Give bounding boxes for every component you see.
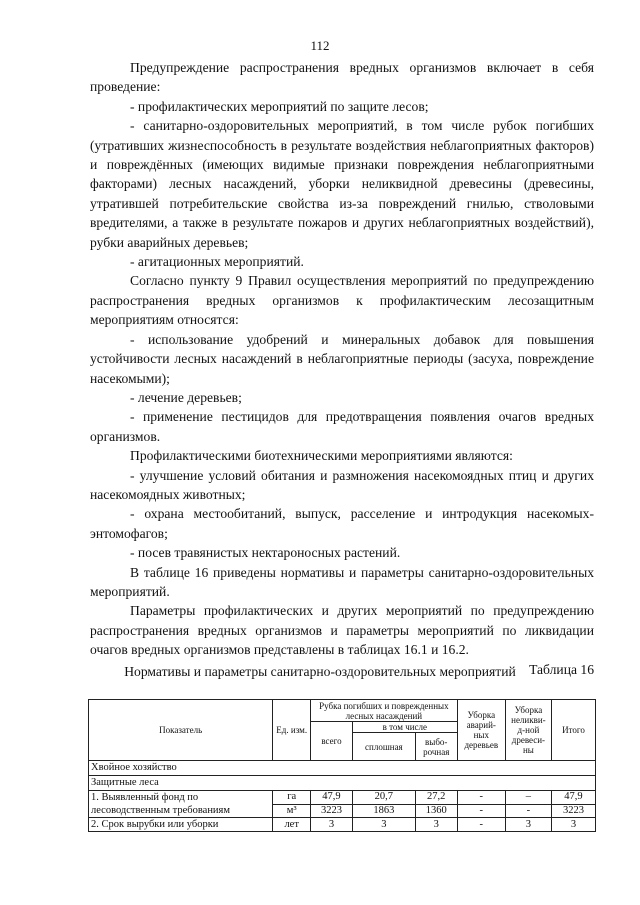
paragraph: Предупреждение распространения вредных организмов включает в себя проведение: xyxy=(90,60,594,95)
header-indicator: Показатель xyxy=(89,700,273,761)
value-cell: 3 xyxy=(352,818,415,832)
value-cell: – xyxy=(505,791,551,805)
header-selective: выбо-рочная xyxy=(415,733,457,761)
table-title: Нормативы и параметры санитарно-оздоровительных мероприятий xyxy=(124,664,516,679)
table-row xyxy=(89,791,596,805)
paragraph: Профилактическими биотехническими мероприятиями являются: xyxy=(130,448,513,464)
unit-cell: м³ xyxy=(273,804,311,818)
value-cell: 3 xyxy=(505,818,551,832)
value-cell: 3 xyxy=(415,818,457,832)
paragraph: - посев травянистых нектароносных растений. xyxy=(130,545,401,561)
value-cell: 3223 xyxy=(311,804,353,818)
paragraph: Параметры профилактических и других мероприятий по предупреждению распространения вредных организмов и параметры мероприятий по ликвидации очагов вредных организмов представлены в таблицах 16.1 и 16.2. xyxy=(90,603,594,658)
unit-cell: га xyxy=(273,791,311,805)
unit-cell: лет xyxy=(273,818,311,832)
norms-table xyxy=(88,699,596,832)
header-emergency: Уборка аварий-ных деревьев xyxy=(457,700,505,761)
section-row xyxy=(89,761,596,776)
section-row xyxy=(89,776,596,791)
paragraph: В таблице 16 приведены нормативы и параметры санитарно-оздоровительных мероприятий. xyxy=(90,564,594,599)
value-cell: 20,7 xyxy=(352,791,415,805)
value-cell: 3 xyxy=(311,818,353,832)
paragraph: - улучшение условий обитания и размножения насекомоядных птиц и других насекомоядных животных; xyxy=(90,467,594,502)
value-cell: 47,9 xyxy=(311,791,353,805)
value-cell: 1863 xyxy=(352,804,415,818)
row-label: 2. Срок вырубки или уборки xyxy=(89,818,273,832)
header-including: в том числе xyxy=(352,722,457,733)
paragraph: - профилактических мероприятий по защите лесов; xyxy=(130,98,429,114)
header-illiquid: Уборка неликви-д-ной древеси-ны xyxy=(505,700,551,761)
value-cell: - xyxy=(457,818,505,832)
paragraph: - охрана местообитаний, выпуск, расселение и интродукция насекомых-энтомофагов; xyxy=(90,506,594,541)
table-label: Таблица 16 xyxy=(529,661,594,677)
header-sum: Итого xyxy=(551,700,595,761)
row-label: 1. Выявленный фонд по лесоводственным требованиям xyxy=(89,791,273,818)
paragraph: - использование удобрений и минеральных добавок для повышения устойчивости лесных насаждений в неблагоприятные периоды (засуха, повреждение насекомыми); xyxy=(90,331,594,386)
value-cell: 47,9 xyxy=(551,791,595,805)
value-cell: - xyxy=(505,804,551,818)
header-unit: Ед. изм. xyxy=(273,700,311,761)
paragraph: - применение пестицидов для предотвращения появления очагов вредных организмов. xyxy=(90,409,594,444)
paragraph: - лечение деревьев; xyxy=(130,389,242,405)
body-text xyxy=(90,58,594,679)
value-cell: - xyxy=(457,791,505,805)
value-cell: 27,2 xyxy=(415,791,457,805)
page-number: 112 xyxy=(310,38,330,53)
header-total: всего xyxy=(311,722,353,761)
header-felling-group: Рубка погибших и поврежденных лесных насаждений xyxy=(311,700,458,722)
section-label: Защитные леса xyxy=(89,776,596,791)
value-cell: 3223 xyxy=(551,804,595,818)
paragraph: - агитационных мероприятий. xyxy=(130,254,304,270)
header-clear: сплошная xyxy=(352,733,415,761)
paragraph: Согласно пункту 9 Правил осуществления мероприятий по предупреждению распространения вредных организмов к профилактическим лесозащитным мероприятиям относятся: xyxy=(90,273,594,328)
section-label: Хвойное хозяйство xyxy=(89,761,596,776)
paragraph: - санитарно-оздоровительных мероприятий, в том числе рубок погибших (утративших жизнеспособность в результате воздействия неблагоприятных факторов) и повреждённых (имеющих видимые признаки повреждения неблагоприятными факторами) лесных насаждений, уборки неликвидной древесины (древесины, утратившей потребительские свойства из-за повреждений гнилью, стволовыми вредителями, а также в результате пожаров и других неблагоприятных воздействий), рубки аварийных деревьев; xyxy=(90,118,594,250)
value-cell: - xyxy=(457,804,505,818)
table-row xyxy=(89,818,596,832)
value-cell: 3 xyxy=(551,818,595,832)
value-cell: 1360 xyxy=(415,804,457,818)
